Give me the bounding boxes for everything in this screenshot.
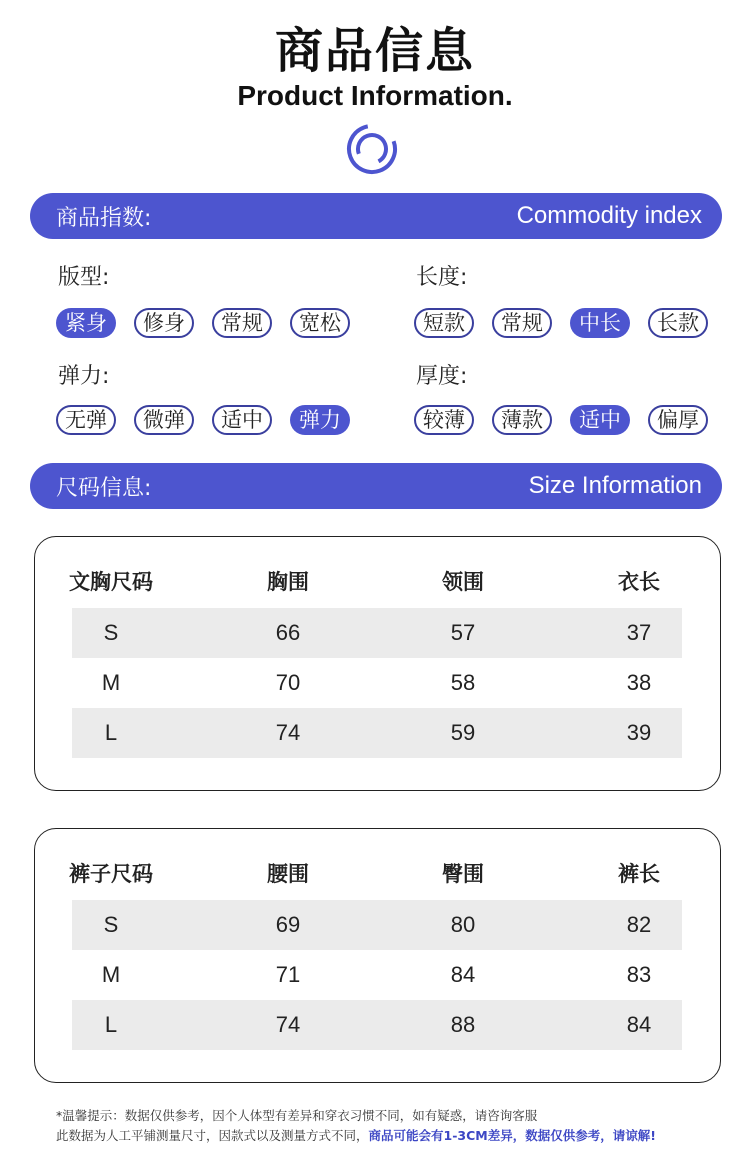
elasticity-options xyxy=(56,405,350,435)
disclaimer-line-2 xyxy=(56,1126,656,1144)
table-row xyxy=(72,950,682,1000)
header-cell: 领围 xyxy=(442,570,484,594)
table-row xyxy=(72,900,682,950)
size-cell: L xyxy=(104,1012,118,1037)
commodity-index-label-cn: 商品指数: xyxy=(56,205,152,231)
value-cell: 58 xyxy=(450,670,476,695)
pants-table-header xyxy=(35,857,720,891)
size-information-label-en: Size Information xyxy=(528,472,702,499)
option-chip[interactable]: 偏厚 xyxy=(648,405,708,435)
header-cell: 衣长 xyxy=(618,570,660,594)
value-cell: 70 xyxy=(275,670,301,695)
size-cell: L xyxy=(104,720,118,745)
table-row xyxy=(72,658,682,708)
page-subtitle: Product Information. xyxy=(237,80,513,111)
size-cell: M xyxy=(101,670,121,695)
bra-table-header xyxy=(35,565,720,599)
value-cell: 84 xyxy=(626,1012,652,1037)
value-cell: 57 xyxy=(450,620,476,645)
option-chip[interactable]: 短款 xyxy=(414,308,474,338)
option-chip[interactable]: 长款 xyxy=(648,308,708,338)
value-cell: 66 xyxy=(275,620,301,645)
length-options xyxy=(414,308,708,338)
value-cell: 80 xyxy=(450,912,476,937)
option-chip[interactable]: 中长 xyxy=(570,308,630,338)
circular-swirl-logo-icon xyxy=(345,122,399,176)
value-cell: 39 xyxy=(626,720,652,745)
size-information-label-cn: 尺码信息: xyxy=(56,475,152,501)
size-cell: M xyxy=(101,962,121,987)
option-chip[interactable]: 较薄 xyxy=(414,405,474,435)
elasticity-label: 弹力: xyxy=(58,364,110,389)
disclaimer-highlight-text: 商品可能会有1-3CM差异，数据仅供参考，请谅解! xyxy=(368,1128,656,1143)
fit-label: 版型: xyxy=(58,265,110,290)
header-cell: 腰围 xyxy=(267,862,309,886)
size-cell: S xyxy=(103,912,119,937)
option-chip[interactable]: 适中 xyxy=(570,405,630,435)
option-chip[interactable]: 微弹 xyxy=(134,405,194,435)
option-chip[interactable]: 薄款 xyxy=(492,405,552,435)
table-row xyxy=(72,708,682,758)
page-title: 商品信息 xyxy=(274,23,475,79)
header-cell: 裤长 xyxy=(618,862,660,886)
thickness-label: 厚度: xyxy=(416,364,468,389)
value-cell: 88 xyxy=(450,1012,476,1037)
option-chip[interactable]: 无弹 xyxy=(56,405,116,435)
pants-size-table xyxy=(34,828,721,1083)
fit-options xyxy=(56,308,350,338)
bra-size-table xyxy=(34,536,721,791)
option-chip[interactable]: 弹力 xyxy=(290,405,350,435)
header-cell: 臀围 xyxy=(442,862,484,886)
value-cell: 37 xyxy=(626,620,652,645)
header-cell: 胸围 xyxy=(267,570,309,594)
option-chip[interactable]: 适中 xyxy=(212,405,272,435)
value-cell: 82 xyxy=(626,912,652,937)
value-cell: 74 xyxy=(275,1012,301,1037)
value-cell: 71 xyxy=(275,962,301,987)
disclaimer-line-1: *温馨提示：数据仅供参考，因个人体型有差异和穿衣习惯不同，如有疑惑，请咨询客服 xyxy=(56,1108,538,1123)
value-cell: 74 xyxy=(275,720,301,745)
option-chip[interactable]: 常规 xyxy=(492,308,552,338)
value-cell: 38 xyxy=(626,670,652,695)
option-chip[interactable]: 修身 xyxy=(134,308,194,338)
size-information-band xyxy=(30,463,722,509)
value-cell: 83 xyxy=(626,962,652,987)
disclaimer-plain-text: 此数据为人工平铺测量尺寸，因款式以及测量方式不同， xyxy=(56,1128,369,1143)
commodity-index-label-en: Commodity index xyxy=(516,202,702,229)
value-cell: 59 xyxy=(450,720,476,745)
value-cell: 69 xyxy=(275,912,301,937)
table-row xyxy=(72,1000,682,1050)
table-row xyxy=(72,608,682,658)
length-label: 长度: xyxy=(416,265,468,290)
header-cell: 裤子尺码 xyxy=(69,862,153,886)
size-cell: S xyxy=(103,620,119,645)
commodity-index-band xyxy=(30,193,722,239)
thickness-options xyxy=(414,405,708,435)
option-chip[interactable]: 紧身 xyxy=(56,308,116,338)
option-chip[interactable]: 常规 xyxy=(212,308,272,338)
header-cell: 文胸尺码 xyxy=(69,570,153,594)
option-chip[interactable]: 宽松 xyxy=(290,308,350,338)
value-cell: 84 xyxy=(450,962,476,987)
